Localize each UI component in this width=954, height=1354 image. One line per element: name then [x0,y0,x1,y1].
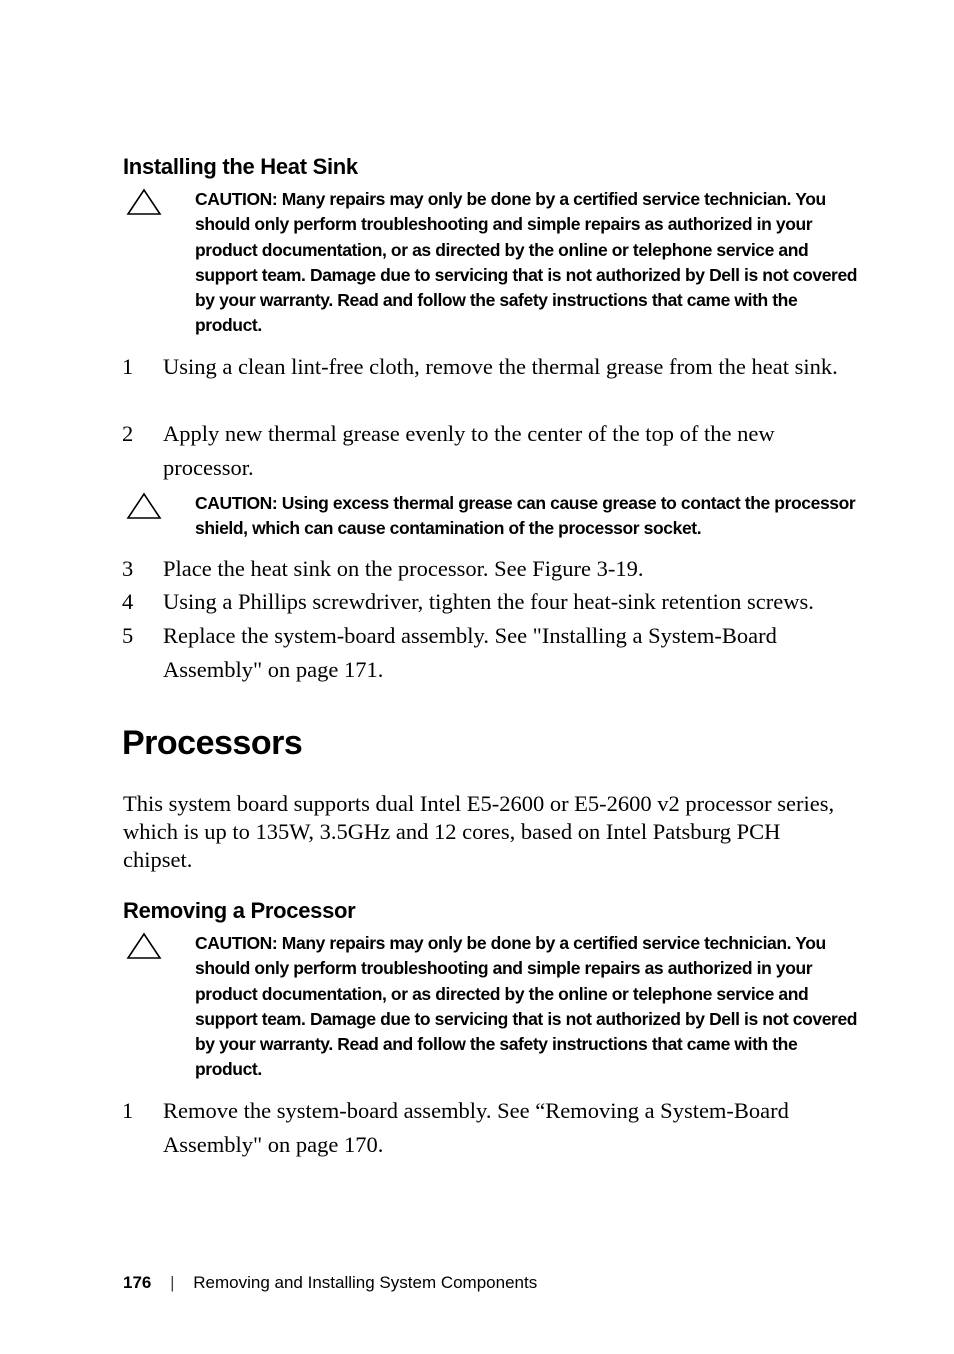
section-heading-installing-heat-sink: Installing the Heat Sink [123,154,358,179]
step-text: Place the heat sink on the processor. See Figure 3-19. [163,556,644,581]
step-number: 4 [122,589,134,614]
step-text: Using a Phillips screwdriver, tighten the four heat-sink retention screws. [163,589,814,614]
caution-icon [125,188,163,216]
page-number: 176 [123,1273,152,1292]
step-text: Apply new thermal grease evenly to the center of the top of the new processor. [163,421,775,480]
chapter-title: Removing and Installing System Components [193,1273,538,1292]
step-number: 1 [122,1098,134,1123]
step-number: 2 [122,421,134,446]
caution-notice: CAUTION: Many repairs may only be done by a certified service technician. You should only perform troubleshooting and simple repairs as authorized in your product documentation, or as directed by the online or telephone service and support team. Damage due to servicing that is not authorized by Dell is not covered by your warranty. Read and follow the safety instructions that came with the product. [195,933,858,1080]
step-number: 1 [122,354,134,379]
caution-icon [125,492,163,520]
caution-notice: CAUTION: Using excess thermal grease can cause grease to contact the processor shield, which can cause contamination of the processor socket. [195,493,856,539]
step-number: 5 [122,623,134,648]
page-footer [123,1273,537,1293]
caution-notice: CAUTION: Many repairs may only be done by a certified service technician. You should only perform troubleshooting and simple repairs as authorized in your product documentation, or as directed by the online or telephone service and support team. Damage due to servicing that is not authorized by Dell is not covered by your warranty. Read and follow the safety instructions that came with the product. [195,189,858,336]
intro-paragraph: This system board supports dual Intel E5-2600 or E5-2600 v2 processor series, which is up to 135W, 3.5GHz and 12 cores, based on Intel Patsburg PCH chipset. [123,791,835,872]
step-number: 3 [122,556,134,581]
step-text: Remove the system-board assembly. See “Removing a System-Board Assembly" on page 170. [163,1098,789,1157]
section-title-processors: Processors [122,724,303,762]
section-heading-removing-processor: Removing a Processor [123,898,356,923]
step-text: Replace the system-board assembly. See "Installing a System-Board Assembly" on page 171. [163,623,777,682]
caution-icon [125,932,163,960]
step-text: Using a clean lint-free cloth, remove the thermal grease from the heat sink. [163,354,838,379]
footer-separator: | [170,1273,175,1292]
